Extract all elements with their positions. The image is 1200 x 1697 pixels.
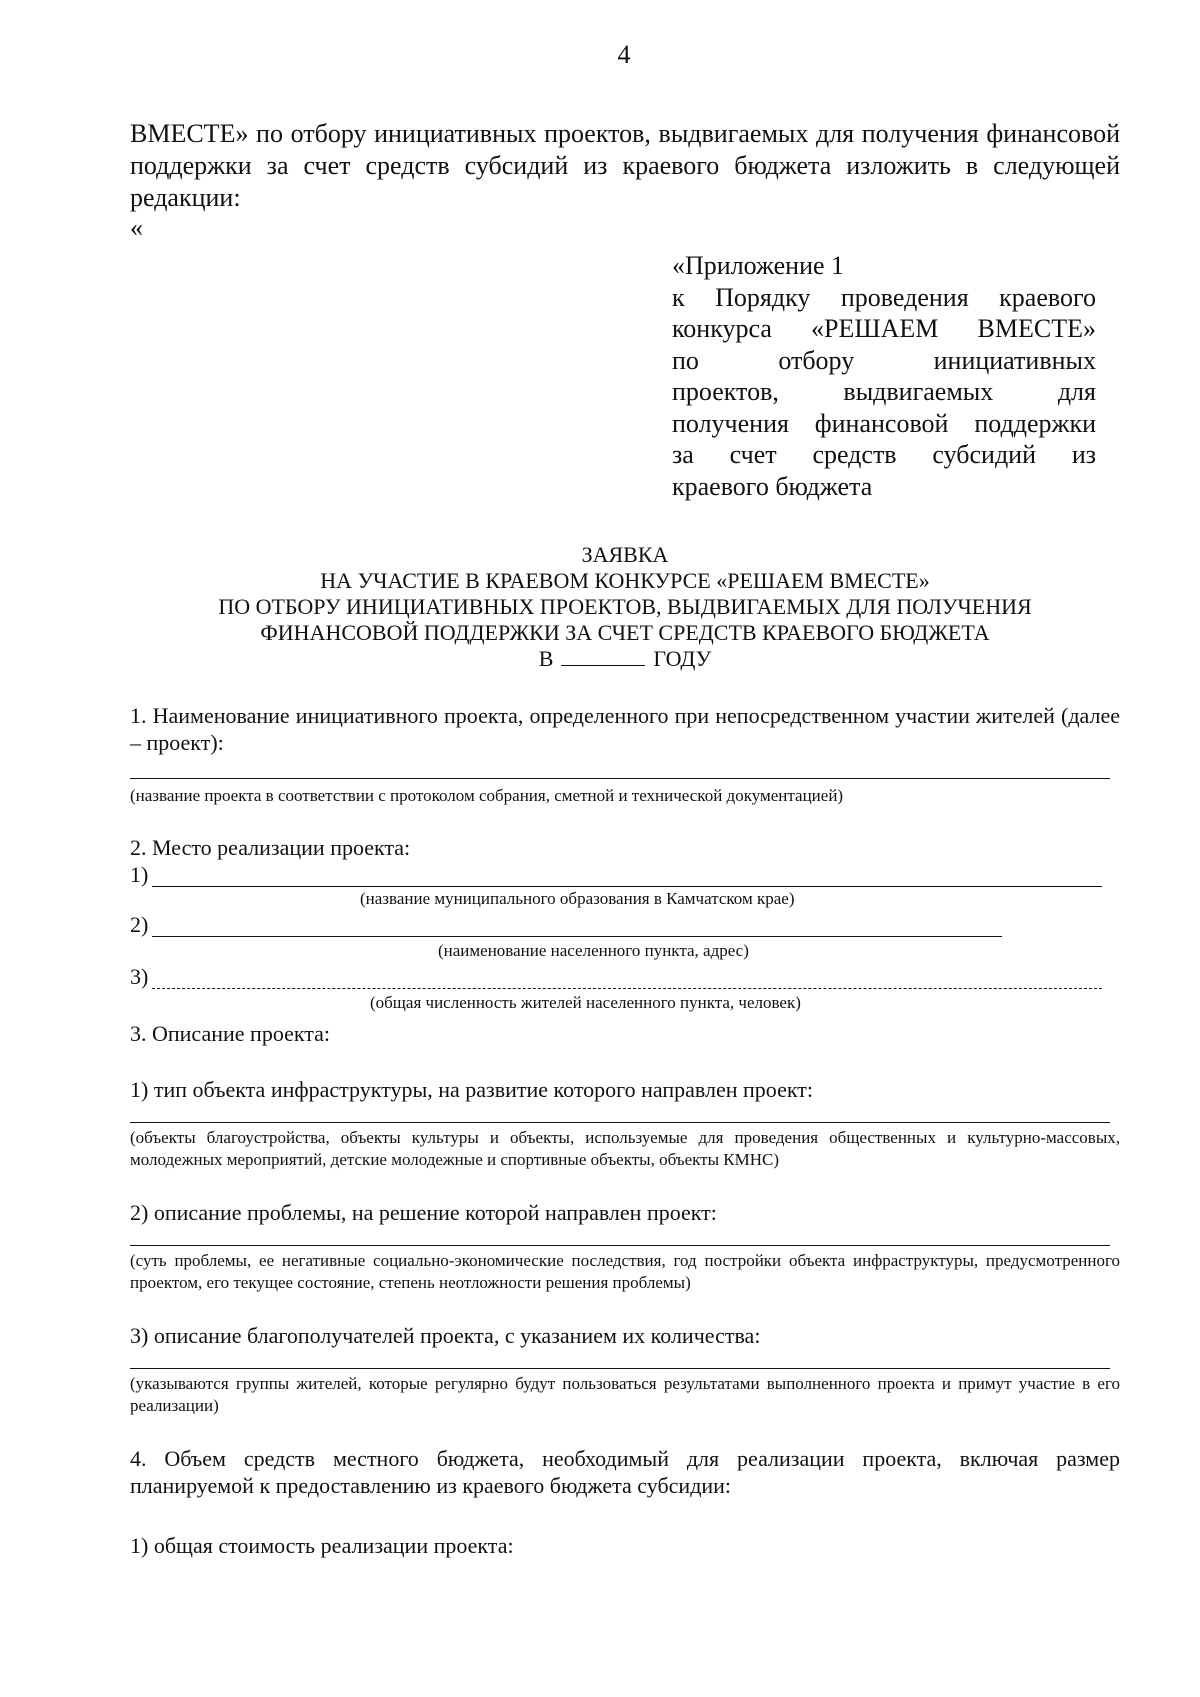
appendix-line: «Приложение 1 bbox=[672, 251, 845, 280]
title-year-line bbox=[130, 646, 1120, 672]
title-line: ЗАЯВКА bbox=[581, 542, 669, 567]
item-number: 2) bbox=[130, 912, 149, 937]
appendix-line: конкурса «РЕШАЕМ ВМЕСТЕ» bbox=[672, 314, 1096, 343]
section3-item1-hint: (объекты благоустройства, объекты культуры и объекты, используемые для проведения общественных и культурно-массовых, молодежных мероприятий, детские молодежные и спортивные объекты, объекты КМНС) bbox=[130, 1128, 1120, 1169]
item-number: 1) bbox=[130, 862, 149, 887]
section3-item3: 3) описание благополучателей проекта, с указанием их количества: bbox=[130, 1323, 761, 1348]
section2-item1-hint: (название муниципального образования в Камчатском крае) bbox=[360, 889, 795, 908]
project-name-field[interactable] bbox=[130, 778, 1110, 779]
section2-item2-hint: (наименование населенного пункта, адрес) bbox=[438, 941, 749, 960]
appendix-line: к Порядку проведения краевого bbox=[672, 282, 1096, 312]
object-type-field[interactable] bbox=[130, 1122, 1110, 1123]
appendix-line: краевого бюджета bbox=[672, 471, 873, 501]
page-number: 4 bbox=[617, 40, 631, 69]
section3-heading: 3. Описание проекта: bbox=[130, 1021, 331, 1046]
title-year-suffix: ГОДУ bbox=[653, 646, 712, 671]
appendix-line: проектов, выдвигаемых для bbox=[672, 377, 1096, 406]
document-title bbox=[130, 542, 1120, 672]
section3-item2: 2) описание проблемы, на решение которой направлен проект: bbox=[130, 1200, 717, 1225]
section4-item1: 1) общая стоимость реализации проекта: bbox=[130, 1533, 514, 1558]
title-line: ФИНАНСОВОЙ ПОДДЕРЖКИ ЗА СЧЕТ СРЕДСТВ КРАЕВОГО БЮДЖЕТА bbox=[260, 620, 990, 645]
section2-heading: 2. Место реализации проекта: bbox=[130, 835, 411, 860]
settlement-field[interactable] bbox=[152, 936, 1002, 937]
beneficiaries-field[interactable] bbox=[130, 1368, 1110, 1369]
appendix-line: получения финансовой поддержки bbox=[672, 408, 1096, 438]
problem-field[interactable] bbox=[130, 1245, 1110, 1246]
section3-item1: 1) тип объекта инфраструктуры, на развитие которого направлен проект: bbox=[130, 1077, 813, 1102]
title-year-prefix: В bbox=[538, 646, 554, 671]
municipality-field[interactable] bbox=[152, 886, 1102, 887]
appendix-line: по отбору инициативных bbox=[672, 345, 1096, 375]
appendix-line: за счет средств субсидий из bbox=[672, 440, 1096, 469]
section2-item3-hint: (общая численность жителей населенного пункта, человек) bbox=[370, 993, 801, 1012]
section1-hint: (название проекта в соответствии с протоколом собрания, сметной и технической документацией) bbox=[130, 786, 844, 805]
appendix-header bbox=[672, 250, 1096, 502]
title-line: НА УЧАСТИЕ В КРАЕВОМ КОНКУРСЕ «РЕШАЕМ ВМЕСТЕ» bbox=[320, 568, 930, 593]
year-blank-field[interactable] bbox=[561, 647, 645, 666]
section3-item2-hint: (суть проблемы, ее негативные социально-экономические последствия, год постройки объекта инфраструктуры, предусмотренного проектом, его текущее состояние, степень неотложности решения проблемы) bbox=[130, 1251, 1120, 1292]
intro-paragraph: ВМЕСТЕ» по отбору инициативных проектов, выдвигаемых для получения финансовой поддержки за счет средств субсидий из краевого бюджета изложить в следующей редакции: bbox=[130, 119, 1120, 212]
population-field[interactable] bbox=[152, 988, 1102, 989]
section1-text: 1. Наименование инициативного проекта, определенного при непосредственном участии жителей (далее – проект): bbox=[130, 703, 1120, 755]
open-quote: « bbox=[130, 213, 143, 242]
section3-item3-hint: (указываются группы жителей, которые регулярно будут пользоваться результатами выполненного проекта и примут участие в его реализации) bbox=[130, 1374, 1120, 1415]
section4-text: 4. Объем средств местного бюджета, необходимый для реализации проекта, включая размер планируемой к предоставлению из краевого бюджета субсидии: bbox=[130, 1446, 1120, 1498]
item-number: 3) bbox=[130, 964, 149, 989]
title-line: ПО ОТБОРУ ИНИЦИАТИВНЫХ ПРОЕКТОВ, ВЫДВИГАЕМЫХ ДЛЯ ПОЛУЧЕНИЯ bbox=[218, 594, 1032, 619]
